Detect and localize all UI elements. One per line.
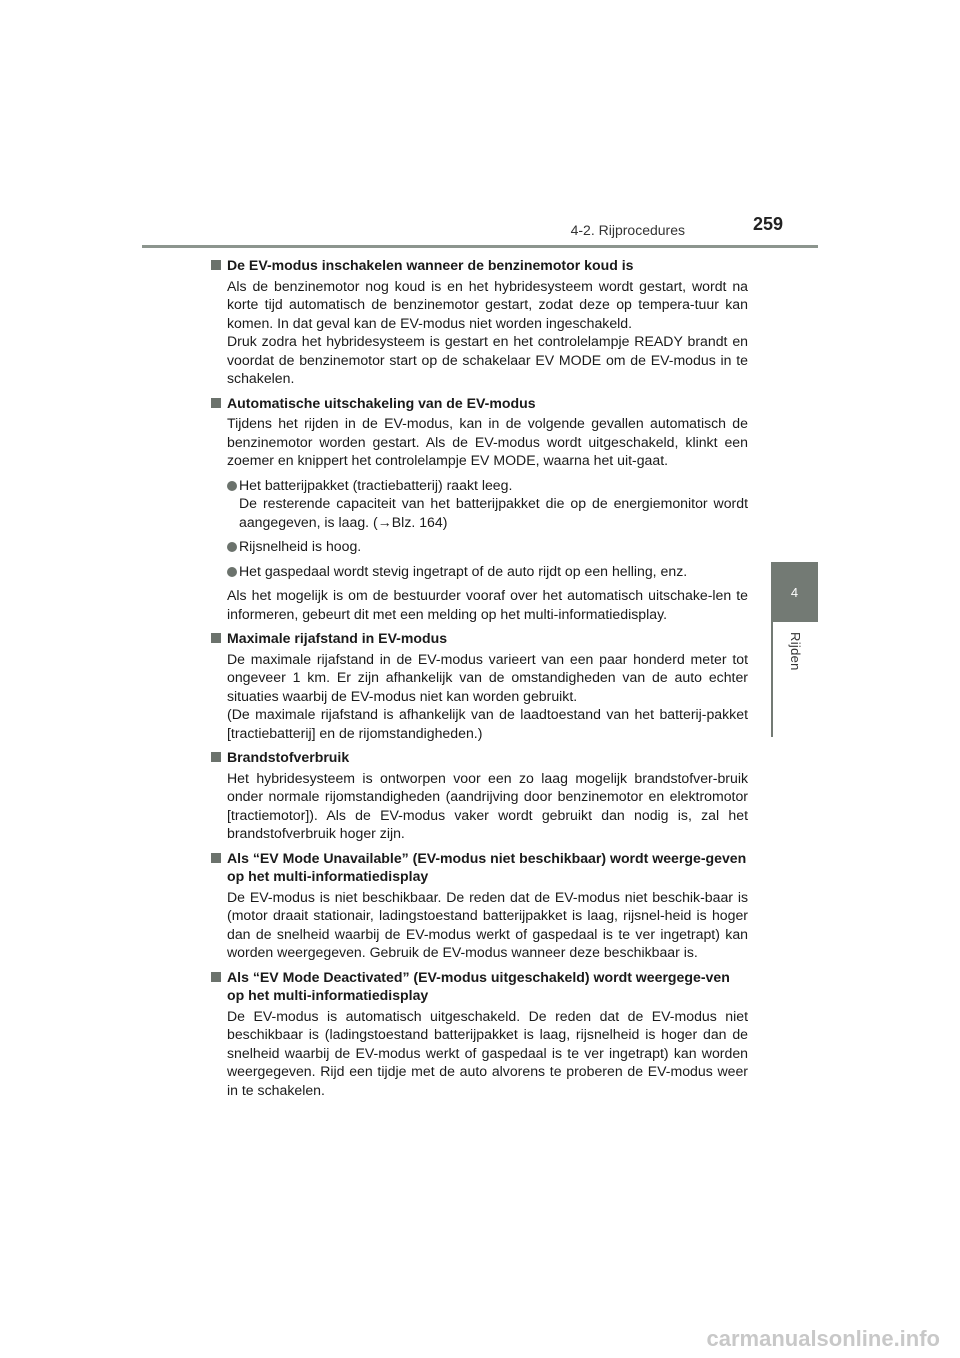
paragraph [210, 650, 748, 743]
paragraph-line: (De maximale rijafstand is afhankelijk van de laadtoestand van het batterij-pakket [tractiebatterij] en de rijomstandigheden.) [227, 706, 748, 741]
bullet-text: Het batterijpakket (tractiebatterij) raakt leeg. [239, 476, 513, 493]
section-square-icon [211, 853, 221, 863]
watermark: carmanualsonline.info [706, 1326, 940, 1351]
bullet-text: Het gaspedaal wordt stevig ingetrapt of de auto rijdt op een helling, enz. [239, 562, 688, 579]
section-square-icon [211, 398, 221, 408]
section-title: Als “EV Mode Deactivated” (EV-modus uitgeschakeld) wordt weergege-ven op het multi-informatiedisplay [227, 968, 730, 1003]
bullet-detail: De resterende capaciteit van het batterijpakket die op de energiemonitor wordt aangegeven, is laag. (→Blz. 164) [239, 495, 748, 530]
chapter-tab-label: Rijden [788, 632, 803, 671]
page-number: 259 [752, 214, 783, 234]
paragraph: Tijdens het rijden in de EV-modus, kan in de volgende gevallen automatisch de benzinemotor worden gestart. Als de EV-modus wordt uitgeschakeld, klinkt een zoemer en knippert het controlelampje EV MODE, waarna het uit-gaat. [227, 415, 748, 468]
paragraph: Als het mogelijk is om de bestuurder vooraf over het automatisch uitschake-len te informeren, gebeurt dit met een melding op het multi-informatiedisplay. [227, 587, 748, 622]
section-square-icon [211, 972, 221, 982]
section-ev-cold-engine [210, 256, 748, 388]
header-divider [142, 245, 818, 248]
bullet-text: Rijsnelheid is hoog. [239, 538, 362, 554]
section-square-icon [211, 260, 221, 270]
section-title: Brandstofverbruik [227, 749, 350, 765]
chapter-tab-number: 4 [771, 562, 818, 622]
bullet-dot-icon [227, 567, 237, 577]
section-square-icon [211, 633, 221, 643]
bullet-item [210, 537, 748, 556]
bullet-dot-icon [227, 542, 237, 552]
paragraph: De EV-modus is automatisch uitgeschakeld. De reden dat de EV-modus niet beschikbaar is (ladingstoestand batterijpakket is laag, rijsnelheid is hoger dan de snelheid waarbij de EV-modus werkt of gaspedaal is te ver ingetrapt) kan worden weergegeven. Rijd een tijdje met de auto alvorens te proberen de EV-modus weer in te schakelen. [227, 1007, 748, 1098]
paragraph: De EV-modus is niet beschikbaar. De reden dat de EV-modus niet beschik-baar is (motor draait stationair, ladingstoestand batterijpakket is laag, rijsnel-heid is hoger dan de snelheid waarbij de EV-modus werkt of gaspedaal is te ver ingetrapt) kan worden weergegeven. Gebruik de EV-modus wanneer deze beschikbaar is. [227, 888, 748, 960]
bullet-item [210, 476, 748, 532]
section-square-icon [211, 752, 221, 762]
bullet-item [210, 562, 748, 581]
paragraph-line: Druk zodra het hybridesysteem is gestart en het controlelampje READY brandt en voordat de benzinemotor start op de schakelaar EV MODE om de EV-modus in te schakelen. [227, 333, 748, 386]
section-fuel-consumption [210, 748, 748, 843]
paragraph: Het hybridesysteem is ontworpen voor een zo laag mogelijk brandstofver-bruik onder normale rijomstandigheden (aandrijving door benzinemotor en elektromotor [tractiemotor]). Als de EV-modus vaker wordt gebruikt dan nodig is, zal het brandstofverbruik hoger zijn. [227, 769, 748, 841]
chapter-tab [771, 622, 818, 737]
section-ev-unavailable [210, 849, 748, 962]
section-title: Maximale rijafstand in EV-modus [227, 630, 448, 646]
bullet-dot-icon [227, 481, 237, 491]
paragraph-line: De maximale rijafstand in de EV-modus varieert van een paar honderd meter tot ongeveer 1 km. Er zijn afhankelijk van de omstandigheden van de auto echter situaties waarbij de EV-modus niet kan worden gebruikt. [227, 650, 748, 704]
page-content [210, 256, 748, 1105]
header-section-title: 4-2. Rijprocedures [570, 222, 685, 238]
paragraph [210, 277, 748, 388]
section-auto-deactivation [210, 394, 748, 624]
section-title: Automatische uitschakeling van de EV-modus [227, 394, 536, 411]
paragraph-line: Als de benzinemotor nog koud is en het hybridesysteem wordt gestart, wordt na korte tijd automatisch de benzinemotor gestart, zodat deze op tempera-tuur kan komen. In dat geval kan de EV-modus niet worden ingeschakeld. [227, 277, 748, 331]
section-ev-deactivated [210, 968, 748, 1100]
section-max-range [210, 629, 748, 742]
section-title: Als “EV Mode Unavailable” (EV-modus niet beschikbaar) wordt weerge-geven op het multi-informatiedisplay [227, 849, 747, 884]
section-title: De EV-modus inschakelen wanneer de benzinemotor koud is [227, 257, 634, 273]
